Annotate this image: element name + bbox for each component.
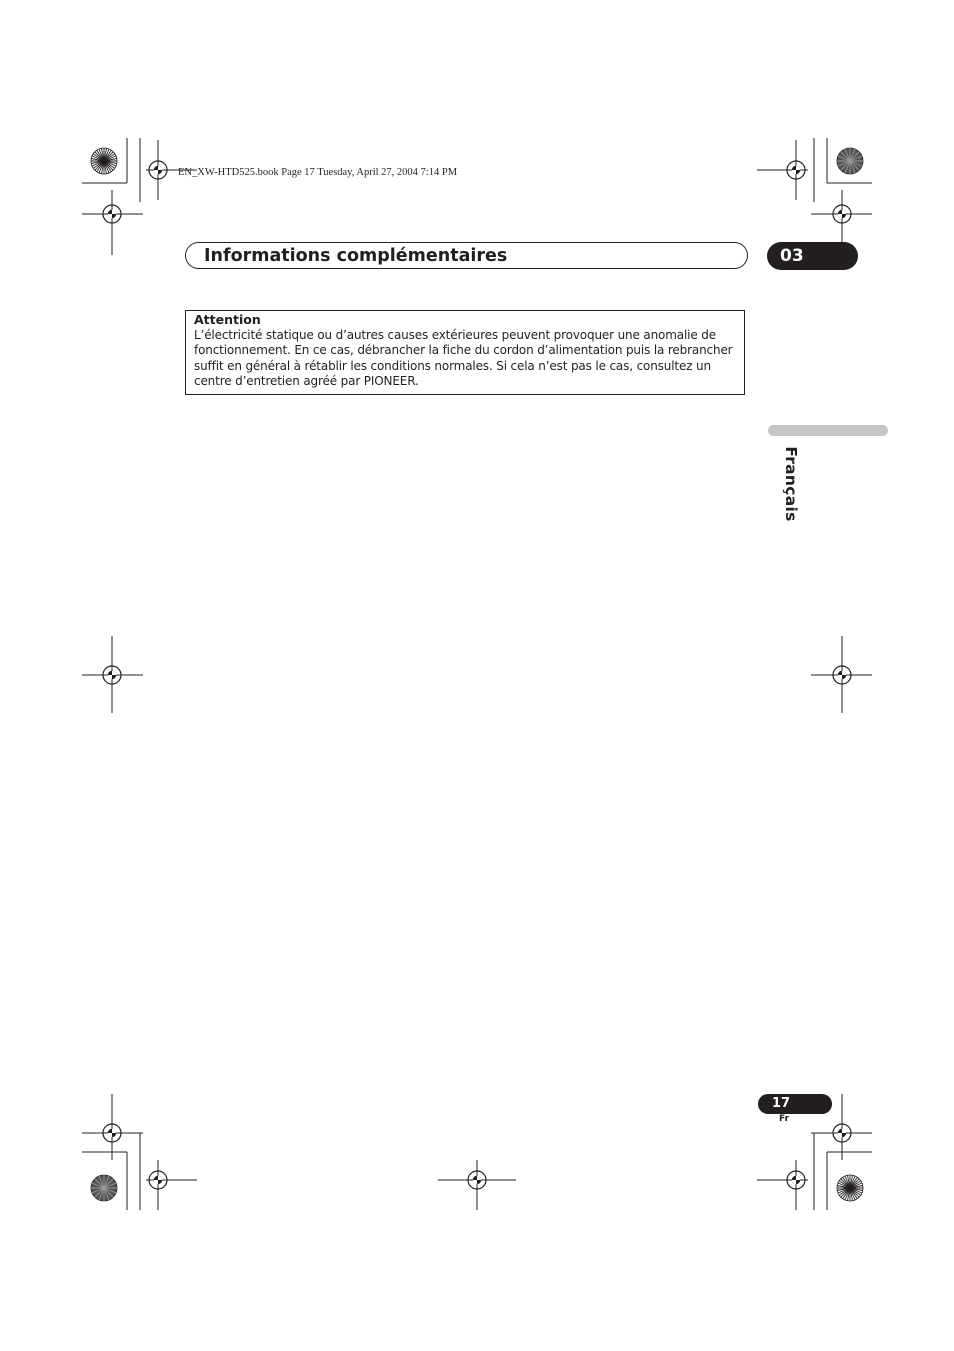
page-number-badge <box>758 1094 832 1114</box>
section-title: Informations complémentaires <box>204 246 508 266</box>
page-language-code: Fr <box>779 1114 790 1124</box>
attention-title: Attention <box>194 312 261 327</box>
attention-box <box>185 310 745 395</box>
language-tab-bar <box>768 425 888 436</box>
attention-line: suffit en général à rétablir les conditions normales. Si cela n’est pas le cas, consultez un <box>194 358 711 373</box>
attention-line: centre d’entretien agréé par PIONEER. <box>194 374 419 389</box>
attention-line: fonctionnement. En ce cas, débrancher la fiche du cordon d’alimentation puis la rebrancher <box>194 343 733 358</box>
language-tab-label: Français <box>782 446 800 522</box>
page-number: 17 <box>772 1096 791 1111</box>
print-header: EN_XW-HTD525.book Page 17 Tuesday, April 27, 2004 7:14 PM <box>178 167 458 178</box>
attention-line: L’électricité statique ou d’autres causes extérieures peuvent provoquer une anomalie de <box>194 328 716 342</box>
attention-body <box>194 328 738 390</box>
chapter-number: 03 <box>780 246 804 266</box>
